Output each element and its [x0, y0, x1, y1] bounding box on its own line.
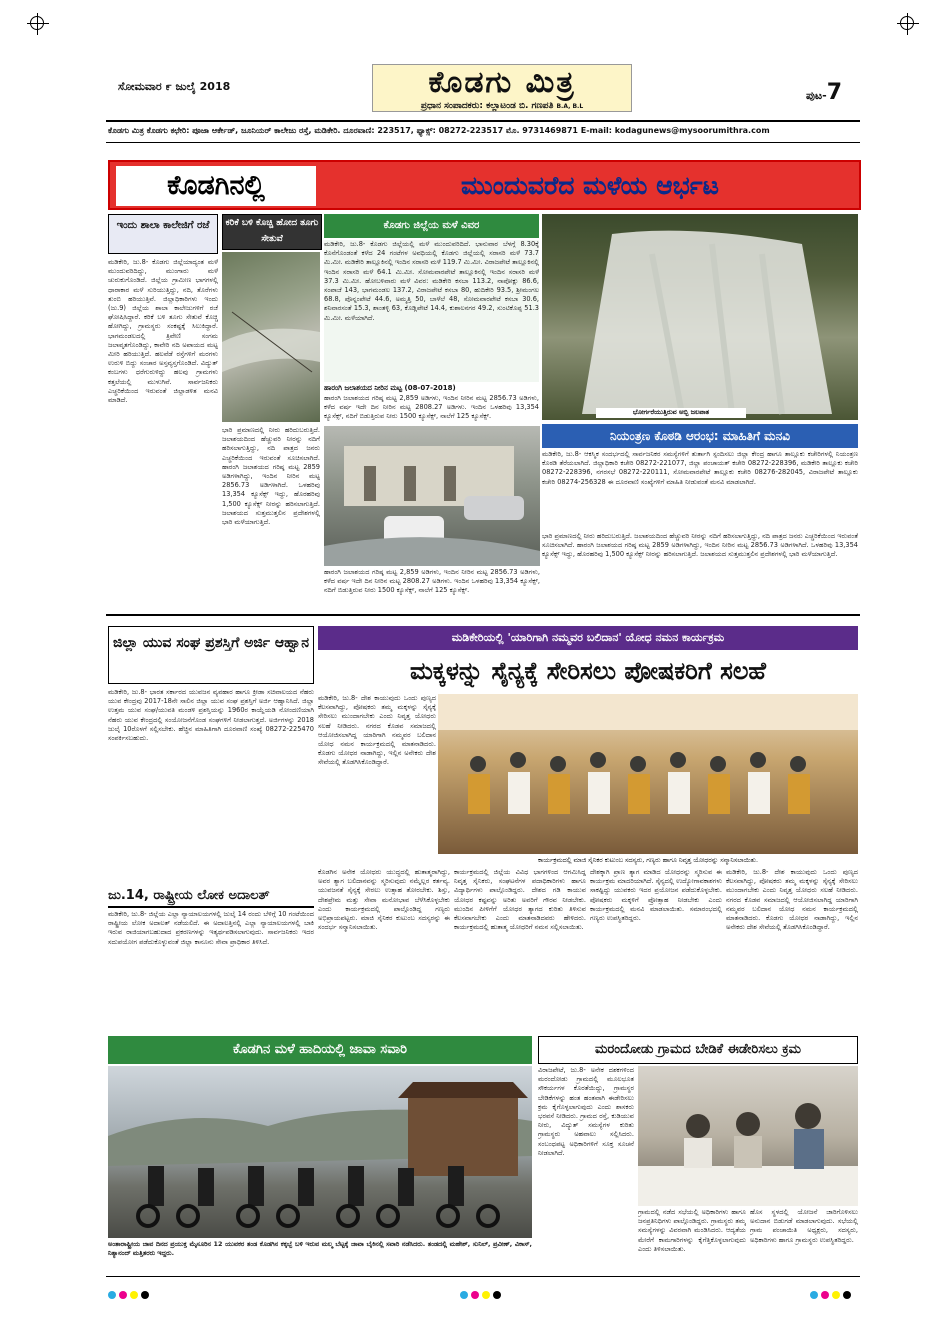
color-bar-center [460, 1284, 504, 1303]
waterfall-caption: ಭೋರ್ಗರೆಯುತ್ತಿರುವ ಅಬ್ಬಿ ಜಲಪಾತ [596, 408, 746, 418]
army-column-5: ಮಡಿಕೇರಿ, ಜು.8- ದೇಶ ಕಾಯುವುದು ಒಂದು ಪುಣ್ಯದ ಕೆಲಸವಾಗಿದ್ದು, ಪೋಷಕರು ತಮ್ಮ ಮಕ್ಕಳನ್ನು ಸೈನ್ಯಕ್ಕೆ ಸೇರಿಸಲು ಮುಂದಾಗಬೇಕು ಎಂದು ನಿವೃತ್ತ ಯೋಧರು ಸಲಹೆ ನೀಡಿದರು. ನಗರದ ಕೊಡವ ಸಮಾಜದಲ್ಲಿ ಆಯೋಜಿಸಲಾಗಿದ್ದ ಯಾರಿಗಾಗಿ ನಮ್ಮವರ ಬಲಿದಾನ ಯೋಧ ನಮನ ಕಾರ್ಯಕ್ರಮದಲ್ಲಿ ಮಾತನಾಡಿದರು. ಕೊಡಗು ಯೋಧರ ನಾಡಾಗಿದ್ದು, ಇಲ್ಲಿನ ಅನೇಕರು ದೇಶ ಸೇವೆಯಲ್ಲಿ ತೊಡಗಿಸಿಕೊಂಡಿದ್ದಾರೆ. [726, 868, 858, 932]
page-label: ಪುಟ- [806, 89, 827, 102]
yellow-dot-icon [130, 1291, 138, 1299]
color-bar-right [810, 1284, 854, 1303]
color-bar-left [108, 1284, 152, 1303]
lead-headline-bar [108, 160, 861, 210]
army-photo [438, 694, 858, 854]
lokadalat-headline: ಜು.14, ರಾಷ್ಟ್ರೀಯ ಲೋಕ ಅದಾಲತ್ [108, 884, 314, 908]
cyan-dot-icon [460, 1291, 468, 1299]
lead-headline-left: ಕೊಡಗಿನಲ್ಲಿ [116, 166, 316, 206]
masthead-date: ಸೋಮವಾರ ೯ ಜುಲೈ 2018 [118, 80, 231, 93]
lead-headline-right: ಮುಂದುವರೆದ ಮಳೆಯ ಆರ್ಭಟ [461, 171, 719, 200]
java-bikes-photo [108, 1066, 532, 1238]
lokadalat-text: ಮಡಿಕೇರಿ, ಜು.8- ಜಿಲ್ಲೆಯ ಎಲ್ಲಾ ನ್ಯಾಯಾಲಯಗಳಲ್ಲಿ ಜುಲೈ 14 ರಂದು ಬೆಳಿಗ್ಗೆ 10 ಗಂಟೆಯಿಂದ ರಾಷ್ಟ್ರೀಯ ಲೋಕ ಅದಾಲತ್ ನಡೆಯಲಿದೆ. ಈ ಅದಾಲತ್ತಿನಲ್ಲಿ ಎಲ್ಲಾ ನ್ಯಾಯಾಲಯಗಳಲ್ಲಿ ಬಾಕಿ ಇರುವ ರಾಜಿಯಾಗಬಹುದಾದ ಪ್ರಕರಣಗಳನ್ನು ಇತ್ಯರ್ಥಪಡಿಸಲಾಗುವುದು. ಸಾರ್ವಜನಿಕರು ಇದರ ಸದುಪಯೋಗ ಪಡೆದುಕೊಳ್ಳುವಂತೆ ಜಿಲ್ಲಾ ಕಾನೂನು ಸೇವಾ ಪ್ರಾಧಿಕಾರ ತಿಳಿಸಿದೆ. [108, 910, 314, 946]
divider [106, 142, 860, 143]
page-number [806, 80, 866, 105]
yellow-dot-icon [482, 1291, 490, 1299]
dam-heading: ಹಾರಂಗಿ ಜಲಾಶಯದ ನೀರಿನ ಮಟ್ಟ (08-07-2018) [324, 384, 456, 392]
registration-mark-icon [900, 16, 914, 30]
flooded-street-photo [324, 426, 540, 566]
army-banner-title: ಮಡಿಕೇರಿಯಲ್ಲಿ 'ಯಾರಿಗಾಗಿ ನಮ್ಮವರ ಬಲಿದಾನ' ಯೋಧ ನಮನ ಕಾರ್ಯಕ್ರಮ [451, 631, 725, 644]
village-column-2: ಗ್ರಾಮದಲ್ಲಿ ನಡೆದ ಸಭೆಯಲ್ಲಿ ಅಧಿಕಾರಿಗಳು ಹಾಗೂ ಜನಪ್ರತಿನಿಧಿಗಳು ಪಾಲ್ಗೊಂಡಿದ್ದರು. ಗ್ರಾಮಸ್ಥರು ತಮ್ಮ ಸಮಸ್ಯೆಗಳನ್ನು ವಿವರವಾಗಿ ಮಂಡಿಸಿದರು. ಆದ್ಯತೆಯ ಮೇರೆಗೆ ಕಾಮಗಾರಿಗಳನ್ನು ಕೈಗೆತ್ತಿಕೊಳ್ಳಲಾಗುವುದು ಎಂದು ತಿಳಿಸಲಾಯಿತು. [638, 1208, 746, 1253]
registration-mark-icon [30, 16, 44, 30]
dam-text: ಹಾರಂಗಿ ಜಲಾಶಯದ ಗರಿಷ್ಠ ಮಟ್ಟ 2,859 ಅಡಿಗಳು, ಇಂದಿನ ನೀರಿನ ಮಟ್ಟ 2856.73 ಅಡಿಗಳು, ಕಳೆದ ವರ್ಷ ಇದೇ ದಿನ ನೀರಿನ ಮಟ್ಟ 2808.27 ಅಡಿಗಳು. ಇಂದಿನ ಒಳಹರಿವು 13,354 ಕ್ಯೂಸೆಕ್ಸ್, ನದಿಗೆ ಬಿಡುತ್ತಿರುವ ನೀರು 1500 ಕ್ಯೂಸೆಕ್ಸ್, ನಾಲೆಗೆ 125 ಕ್ಯೂಸೆಕ್ಸ್. [324, 394, 539, 421]
contact-line: ಕೊಡಗು ಮಿತ್ರ ಕೊಡಗು ಕಛೇರಿ: ಪೂಜಾ ಆರ್ಕೇಡ್, ಜೂನಿಯರ್ ಕಾಲೇಜು ರಸ್ತೆ, ಮಡಿಕೇರಿ. ದೂರವಾಣಿ: 223517, ಫ್ಯಾಕ್ಸ್: 08272-223517 ಮೊ. 9731469871 E-mail: kodagunews@mysoorumithra.com [108, 126, 770, 135]
masthead-editor-degree: B.A, B.L [556, 103, 584, 110]
army-photo-caption: ಕಾರ್ಯಕ್ರಮದಲ್ಲಿ ಮಾಜಿ ಸೈನಿಕರ ಕುಟುಂಬ ಸದಸ್ಯರು, ಗಣ್ಯರು ಹಾಗೂ ನಿವೃತ್ತ ಯೋಧರನ್ನು ಸನ್ಮಾನಿಸಲಾಯಿತು. [538, 856, 758, 864]
java-photo-art [108, 1066, 532, 1238]
rain-details-title: ಕೊಡಗು ಜಿಲ್ಲೆಯ ಮಳೆ ವಿವರ [383, 220, 480, 231]
magenta-dot-icon [821, 1291, 829, 1299]
army-column-4: ದೇಶಕ್ಕಾಗಿ ಪ್ರಾಣ ತ್ಯಾಗ ಮಾಡಿದ ಯೋಧರನ್ನು ಸ್ಮರಿಸುವ ಈ ಕಾರ್ಯಕ್ರಮ ಮಾದರಿಯಾಗಿದೆ. ಸೈನ್ಯದಲ್ಲಿ ಉದ್ಯೋಗಾವಕಾಶಗಳು ಸಾಕಷ್ಟಿದ್ದು ಯುವಕರು ಇದರ ಪ್ರಯೋಜನ ಪಡೆದುಕೊಳ್ಳಬೇಕು. ಪೋಷಕರು ಮಕ್ಕಳಿಗೆ ಪ್ರೋತ್ಸಾಹ ನೀಡಬೇಕು ಎಂದು ಕಾರ್ಯಕ್ರಮದಲ್ಲಿ ಮನವಿ ಮಾಡಲಾಯಿತು. ಸಮಾರಂಭದಲ್ಲಿ ಗಣ್ಯರು ಉಪಸ್ಥಿತರಿದ್ದರು. [590, 868, 722, 923]
divider [106, 1276, 860, 1277]
bridge-box [222, 214, 322, 250]
rain-details-banner [324, 214, 539, 238]
cyan-dot-icon [810, 1291, 818, 1299]
youth-text: ಮಡಿಕೇರಿ, ಜು.8- ಭಾರತ ಸರ್ಕಾರದ ಯುವಜನ ವ್ಯವಹಾರ ಹಾಗೂ ಕ್ರೀಡಾ ಸಚಿವಾಲಯದ ನೆಹರು ಯುವ ಕೇಂದ್ರವು 2017-18ನೇ ಸಾಲಿನ ಜಿಲ್ಲಾ ಯುವ ಸಂಘ ಪ್ರಶಸ್ತಿಗೆ ಅರ್ಜಿ ಆಹ್ವಾನಿಸಿದೆ. ಜಿಲ್ಲಾ ಉತ್ತಮ ಯುವ ಸಂಘ/ಯುವತಿ ಮಂಡಳಿ ಪ್ರಶಸ್ತಿಯನ್ನು 1960ರ ಕಾಯ್ದೆಯಡಿ ನೋಂದಣಿಯಾಗಿ ನೆಹರು ಯುವ ಕೇಂದ್ರದಲ್ಲಿ ಸಂಯೋಜನೆಗೊಂಡ ಸಂಘಗಳಿಗೆ ನೀಡಲಾಗುತ್ತದೆ. ಅರ್ಜಿಗಳನ್ನು 2018 ಜುಲೈ 10ರೊಳಗೆ ಸಲ್ಲಿಸಬೇಕು. ಹೆಚ್ಚಿನ ಮಾಹಿತಿಗಾಗಿ ದೂರವಾಣಿ ಸಂಖ್ಯೆ 08272-225470 ಸಂಪರ್ಕಿಸಬಹುದು. [108, 688, 314, 743]
masthead-editor: ಪ್ರಧಾನ ಸಂಪಾದಕರು: ಕಲ್ಲಾಟಂಡ ಬಿ. ಗಣಪತಿ [420, 101, 554, 111]
village-headline: ಮರಂದೋಡು ಗ್ರಾಮದ ಬೇಡಿಕೆ ಈಡೇರಿಸಲು ಕ್ರಮ [594, 1042, 802, 1057]
lead-column-4: ಭಾರಿ ಪ್ರಮಾಣದಲ್ಲಿ ನೀರು ಹರಿದುಬರುತ್ತಿದೆ. ಜಲಾಶಯದಿಂದ ಹೆಚ್ಚುವರಿ ನೀರನ್ನು ನದಿಗೆ ಹರಿಸಲಾಗುತ್ತಿದ್ದು, ನದಿ ಪಾತ್ರದ ಜನರು ಎಚ್ಚರಿಕೆಯಿಂದ ಇರುವಂತೆ ಸೂಚಿಸಲಾಗಿದೆ. ಹಾರಂಗಿ ಜಲಾಶಯದ ಗರಿಷ್ಠ ಮಟ್ಟ 2859 ಅಡಿಗಳಾಗಿದ್ದು, ಇಂದಿನ ನೀರಿನ ಮಟ್ಟ 2856.73 ಅಡಿಗಳಾಗಿದೆ. ಒಳಹರಿವು 13,354 ಕ್ಯೂಸೆಕ್ಸ್ ಇದ್ದು, ಹೊರಹರಿವು 1,500 ಕ್ಯೂಸೆಕ್ಸ್ ನೀರನ್ನು ಹರಿಸಲಾಗುತ್ತಿದೆ. ಜಲಾಶಯದ ಸುತ್ತಮುತ್ತಲಿನ ಪ್ರದೇಶಗಳಲ್ಲಿ ಭಾರಿ ಮಳೆಯಾಗುತ್ತಿದೆ. [542, 532, 858, 559]
black-dot-icon [141, 1291, 149, 1299]
waterfall-art [542, 214, 858, 420]
divider [106, 120, 860, 122]
masthead-logo [372, 64, 632, 112]
village-column-3: ಹೊಸ ಸ್ಥಳದಲ್ಲಿ ಯೋಜನೆ ಜಾರಿಗೊಳಿಸಲು ಅನುದಾನ ಬಿಡುಗಡೆ ಮಾಡಲಾಗುವುದು. ಸಭೆಯಲ್ಲಿ ಗ್ರಾಮ ಪಂಚಾಯಿತಿ ಅಧ್ಯಕ್ಷರು, ಸದಸ್ಯರು, ಅಧಿಕಾರಿಗಳು ಹಾಗೂ ಗ್ರಾಮಸ್ಥರು ಉಪಸ್ಥಿತರಿದ್ದರು. [750, 1208, 858, 1244]
army-column-3: ಕಾರ್ಯಕ್ರಮದಲ್ಲಿ ಜಿಲ್ಲೆಯ ವಿವಿಧ ಭಾಗಗಳಿಂದ ಆಗಮಿಸಿದ್ದ ನಿವೃತ್ತ ಸೈನಿಕರು, ಸಂಘಟನೆಗಳ ಪದಾಧಿಕಾರಿಗಳು ಹಾಗೂ ವಿದ್ಯಾರ್ಥಿಗಳು ಪಾಲ್ಗೊಂಡಿದ್ದರು. ದೇಶದ ಗಡಿ ಕಾಯುವ ಯೋಧರ ಕಷ್ಟವನ್ನು ಅರಿತು ಅವರಿಗೆ ಗೌರವ ನೀಡಬೇಕು. ಮುಂದಿನ ಪೀಳಿಗೆಗೆ ಯೋಧರ ತ್ಯಾಗದ ಕುರಿತು ತಿಳಿಸುವ ಕೆಲಸವಾಗಬೇಕು ಎಂದು ಮಾತನಾಡಿದವರು ಹೇಳಿದರು. ಕಾರ್ಯಕ್ರಮದಲ್ಲಿ ಹುತಾತ್ಮ ಯೋಧರಿಗೆ ನಮನ ಸಲ್ಲಿಸಲಾಯಿತು. [454, 868, 586, 932]
village-box [538, 1036, 858, 1064]
java-headline: ಕೊಡಗಿನ ಮಳೆ ಹಾದಿಯಲ್ಲಿ ಜಾವಾ ಸವಾರಿ [232, 1042, 408, 1057]
yellow-dot-icon [832, 1291, 840, 1299]
java-banner [108, 1036, 532, 1064]
school-holiday-title: ಇಂದು ಶಾಲಾ ಕಾಲೇಜಿಗೆ ರಜೆ [116, 220, 210, 231]
java-caption: ಅಂತಾರಾಷ್ಟ್ರೀಯ ಜಾವ ದಿನದ ಪ್ರಯುಕ್ತ ಮೈಸೂರಿನ 12 ಯುವಕರ ತಂಡ ಕೊಡಗಿನ ಕಕ್ಕಬ್ಬೆ ಬಳಿ ಇರುವ ಮಲ್ಮ ಬೆಟ್ಟಕ್ಕೆ ಜಾವಾ ಬೈಕಿನಲ್ಲಿ ಸವಾರಿ ನಡೆಸಿದರು. ತಂಡದಲ್ಲಿ ಮಹೇಶ್, ಸುನಿಲ್, ಪ್ರವೀಣ್, ವಿಕಾಸ್, ನಿತ್ಯಾನಂದ್ ಮತ್ತಿತರರು ಇದ್ದರು. [108, 1240, 532, 1257]
youth-box [108, 626, 314, 684]
bridge-photo-art [222, 252, 320, 422]
black-dot-icon [843, 1291, 851, 1299]
army-headline: ಮಕ್ಕಳನ್ನು ಸೈನ್ಯಕ್ಕೆ ಸೇರಿಸಲು ಪೋಷಕರಿಗೆ ಸಲಹೆ [409, 657, 767, 685]
black-dot-icon [493, 1291, 501, 1299]
army-column-1: ಮಡಿಕೇರಿ, ಜು.8- ದೇಶ ಕಾಯುವುದು ಒಂದು ಪುಣ್ಯದ ಕೆಲಸವಾಗಿದ್ದು, ಪೋಷಕರು ತಮ್ಮ ಮಕ್ಕಳನ್ನು ಸೈನ್ಯಕ್ಕೆ ಸೇರಿಸಲು ಮುಂದಾಗಬೇಕು ಎಂದು ನಿವೃತ್ತ ಯೋಧರು ಸಲಹೆ ನೀಡಿದರು. ನಗರದ ಕೊಡವ ಸಮಾಜದಲ್ಲಿ ಆಯೋಜಿಸಲಾಗಿದ್ದ ಯಾರಿಗಾಗಿ ನಮ್ಮವರ ಬಲಿದಾನ ಯೋಧ ನಮನ ಕಾರ್ಯಕ್ರಮದಲ್ಲಿ ಮಾತನಾಡಿದರು. ಕೊಡಗು ಯೋಧರ ನಾಡಾಗಿದ್ದು, ಇಲ್ಲಿನ ಅನೇಕರು ದೇಶ ಸೇವೆಯಲ್ಲಿ ತೊಡಗಿಸಿಕೊಂಡಿದ್ದಾರೆ. [318, 694, 436, 767]
army-column-2: ಕೊಡಗಿನ ಅನೇಕ ಯೋಧರು ಯುದ್ಧದಲ್ಲಿ ಹುತಾತ್ಮರಾಗಿದ್ದು, ಅವರ ತ್ಯಾಗ ಬಲಿದಾನವನ್ನು ಸ್ಮರಿಸುವುದು ನಮ್ಮೆಲ್ಲರ ಕರ್ತವ್ಯ. ಯುವಜನತೆ ಸೈನ್ಯಕ್ಕೆ ಸೇರಲು ಉತ್ಸಾಹ ತೋರಬೇಕು. ಶಿಸ್ತು, ದೇಶಪ್ರೇಮ ಮತ್ತು ಸೇವಾ ಮನೋಭಾವ ಬೆಳೆಸಿಕೊಳ್ಳಬೇಕು ಎಂದು ಕಾರ್ಯಕ್ರಮದಲ್ಲಿ ಪಾಲ್ಗೊಂಡಿದ್ದ ಗಣ್ಯರು ಅಭಿಪ್ರಾಯಪಟ್ಟರು. ಮಾಜಿ ಸೈನಿಕರ ಕುಟುಂಬ ಸದಸ್ಯರನ್ನು ಈ ಸಂದರ್ಭ ಸನ್ಮಾನಿಸಲಾಯಿತು. [318, 868, 450, 932]
lead-column-1: ಮಡಿಕೇರಿ, ಜು.8- ಕೊಡಗು ಜಿಲ್ಲೆಯಾದ್ಯಂತ ಮಳೆ ಮುಂದುವರಿದಿದ್ದು, ಮುಂಗಾರು ಮಳೆ ಚುರುಕುಗೊಂಡಿದೆ. ಜಿಲ್ಲೆಯ ಗ್ರಾಮೀಣ ಭಾಗಗಳಲ್ಲಿ ಧಾರಾಕಾರ ಮಳೆ ಸುರಿಯುತ್ತಿದ್ದು, ನದಿ, ತೊರೆಗಳು ತುಂಬಿ ಹರಿಯುತ್ತಿವೆ. ಜಿಲ್ಲಾಧಿಕಾರಿಗಳು ಇಂದು (ಜು.9) ಜಿಲ್ಲೆಯ ಶಾಲಾ ಕಾಲೇಜುಗಳಿಗೆ ರಜೆ ಘೋಷಿಸಿದ್ದಾರೆ. ಕರಿಕೆ ಬಳಿ ತೂಗು ಸೇತುವೆ ಕೊಚ್ಚಿ ಹೋಗಿದ್ದು, ಗ್ರಾಮಸ್ಥರು ಸಂಕಷ್ಟಕ್ಕೆ ಸಿಲುಕಿದ್ದಾರೆ. ಭಾಗಮಂಡಲದಲ್ಲಿ ತ್ರಿವೇಣಿ ಸಂಗಮ ಜಲಾವೃತಗೊಂಡಿದ್ದು, ಕಾವೇರಿ ನದಿ ಅಪಾಯದ ಮಟ್ಟ ಮೀರಿ ಹರಿಯುತ್ತಿದೆ. ಹಲವೆಡೆ ರಸ್ತೆಗಳಿಗೆ ಮರಗಳು ಉರುಳಿ ಬಿದ್ದು ಸಂಚಾರ ಅಸ್ತವ್ಯಸ್ತಗೊಂಡಿದೆ. ವಿದ್ಯುತ್ ಕಂಬಗಳು ಧರೆಗುರುಳಿದ್ದು ಹಲವು ಗ್ರಾಮಗಳು ಕತ್ತಲೆಯಲ್ಲಿ ಮುಳುಗಿವೆ. ಸಾರ್ವಜನಿಕರು ಎಚ್ಚರಿಕೆಯಿಂದ ಇರುವಂತೆ ಜಿಲ್ಲಾಡಳಿತ ಮನವಿ ಮಾಡಿದೆ. [108, 258, 218, 405]
rain-details-text: ಮಡಿಕೇರಿ, ಜು.8- ಕೊಡಗು ಜಿಲ್ಲೆಯಲ್ಲಿ ಮಳೆ ಮುಂದುವರಿದಿದೆ. ಭಾನುವಾರ ಬೆಳಗ್ಗೆ 8.30ಕ್ಕೆ ಕೊನೆಗೊಂಡಂತೆ ಕಳೆದ 24 ಗಂಟೆಗಳ ಅವಧಿಯಲ್ಲಿ ಕೊಡಗು ಜಿಲ್ಲೆಯಲ್ಲಿ ಸರಾಸರಿ ಮಳೆ 73.7 ಮಿ.ಮೀ. ಮಡಿಕೇರಿ ತಾಲ್ಲೂಕಿನಲ್ಲಿ ಇಂದಿನ ಸರಾಸರಿ ಮಳೆ 119.7 ಮಿ.ಮೀ. ವಿರಾಜಪೇಟೆ ತಾಲ್ಲೂಕಿನಲ್ಲಿ ಇಂದಿನ ಸರಾಸರಿ ಮಳೆ 64.1 ಮಿ.ಮೀ. ಸೋಮವಾರಪೇಟೆ ತಾಲ್ಲೂಕಿನಲ್ಲಿ ಇಂದಿನ ಸರಾಸರಿ ಮಳೆ 37.3 ಮಿ.ಮೀ. ಹೋಬಳಿವಾರು ಮಳೆ ವಿವರ: ಮಡಿಕೇರಿ ಕಸಬಾ 113.2, ನಾಪೋಕ್ಲು 86.6, ಸಂಪಾಜೆ 143, ಭಾಗಮಂಡಲ 137.2, ವಿರಾಜಪೇಟೆ ಕಸಬಾ 80, ಹುದಿಕೇರಿ 93.5, ಶ್ರೀಮಂಗಲ 68.8, ಪೊನ್ನಂಪೇಟೆ 44.6, ಅಮ್ಮತ್ತಿ 50, ಬಾಳೆಲೆ 48, ಸೋಮವಾರಪೇಟೆ ಕಸಬಾ 30.6, ಶನಿವಾರಸಂತೆ 15.3, ಶಾಂತಳ್ಳಿ 63, ಕೊಡ್ಲಿಪೇಟೆ 14.4, ಕುಶಾಲನಗರ 49.2, ಸುಂಟಿಕೊಪ್ಪ 51.3 ಮಿ.ಮೀ. ಮಳೆಯಾಗಿದೆ. [324, 240, 539, 382]
divider [106, 614, 860, 616]
bridge-photo [222, 252, 320, 422]
control-room-banner [542, 424, 858, 448]
youth-headline: ಜಿಲ್ಲಾ ಯುವ ಸಂಘ ಪ್ರಶಸ್ತಿಗೆ ಅರ್ಜಿ ಆಹ್ವಾನ [112, 635, 310, 651]
magenta-dot-icon [471, 1291, 479, 1299]
masthead-editor-line [373, 101, 631, 111]
waterfall-photo [542, 214, 858, 420]
village-photo-art [638, 1066, 858, 1206]
village-meeting-photo [638, 1066, 858, 1206]
flooded-street-art [324, 426, 540, 566]
bridge-box-title: ಕರಿಕೆ ಬಳಿ ಕೊಚ್ಚಿ ಹೋದ ತೂಗು ಸೇತುವೆ [225, 218, 319, 244]
army-banner [318, 626, 858, 650]
lead-column-2: ಭಾರಿ ಪ್ರಮಾಣದಲ್ಲಿ ನೀರು ಹರಿದುಬರುತ್ತಿದೆ. ಜಲಾಶಯದಿಂದ ಹೆಚ್ಚುವರಿ ನೀರನ್ನು ನದಿಗೆ ಹರಿಸಲಾಗುತ್ತಿದ್ದು, ನದಿ ಪಾತ್ರದ ಜನರು ಎಚ್ಚರಿಕೆಯಿಂದ ಇರುವಂತೆ ಸೂಚಿಸಲಾಗಿದೆ. ಹಾರಂಗಿ ಜಲಾಶಯದ ಗರಿಷ್ಠ ಮಟ್ಟ 2859 ಅಡಿಗಳಾಗಿದ್ದು, ಇಂದಿನ ನೀರಿನ ಮಟ್ಟ 2856.73 ಅಡಿಗಳಾಗಿದೆ. ಒಳಹರಿವು 13,354 ಕ್ಯೂಸೆಕ್ಸ್ ಇದ್ದು, ಹೊರಹರಿವು 1,500 ಕ್ಯೂಸೆಕ್ಸ್ ನೀರನ್ನು ಹರಿಸಲಾಗುತ್ತಿದೆ. ಜಲಾಶಯದ ಸುತ್ತಮುತ್ತಲಿನ ಪ್ರದೇಶಗಳಲ್ಲಿ ಭಾರಿ ಮಳೆಯಾಗುತ್ತಿದೆ. [222, 426, 320, 527]
cyan-dot-icon [108, 1291, 116, 1299]
army-photo-art [438, 694, 858, 854]
village-column-1: ವಿರಾಜಪೇಟೆ, ಜು.8- ಅನೇಕ ದಶಕಗಳಿಂದ ಮರಂದೋಡು ಗ್ರಾಮದಲ್ಲಿ ಮೂಲಭೂತ ಸೌಕರ್ಯಗಳ ಕೊರತೆಯಿದ್ದು, ಗ್ರಾಮಸ್ಥರ ಬೇಡಿಕೆಗಳನ್ನು ಹಂತ ಹಂತವಾಗಿ ಈಡೇರಿಸಲು ಕ್ರಮ ಕೈಗೊಳ್ಳಲಾಗುವುದು ಎಂದು ಶಾಸಕರು ಭರವಸೆ ನೀಡಿದರು. ಗ್ರಾಮದ ರಸ್ತೆ, ಕುಡಿಯುವ ನೀರು, ವಿದ್ಯುತ್ ಸಮಸ್ಯೆಗಳ ಕುರಿತು ಗ್ರಾಮಸ್ಥರು ಅಹವಾಲು ಸಲ್ಲಿಸಿದರು. ಸಂಬಂಧಪಟ್ಟ ಅಧಿಕಾರಿಗಳಿಗೆ ಸೂಕ್ತ ಸೂಚನೆ ನೀಡಲಾಗಿದೆ. [538, 1066, 634, 1157]
page-number-value: 7 [826, 80, 843, 105]
control-room-text: ಮಡಿಕೇರಿ, ಜು.8- ಆಕಸ್ಮಿಕ ಸಂದರ್ಭದಲ್ಲಿ ಸಾರ್ವಜನಿಕರ ಸಮಸ್ಯೆಗಳಿಗೆ ತುರ್ತಾಗಿ ಸ್ಪಂದಿಸಲು ಜಿಲ್ಲಾ ಕೇಂದ್ರ ಹಾಗೂ ತಾಲ್ಲೂಕು ಕಚೇರಿಗಳಲ್ಲಿ ನಿಯಂತ್ರಣ ಕೊಠಡಿ ತೆರೆಯಲಾಗಿದೆ. ಜಿಲ್ಲಾಧಿಕಾರಿ ಕಚೇರಿ 08272-221077, ಜಿಲ್ಲಾ ಪಂಚಾಯತ್ ಕಚೇರಿ 08272-228396, ಮಡಿಕೇರಿ ತಾಲ್ಲೂಕು ಕಚೇರಿ 08272-228396, ನಗರಸಭೆ 08272-220111, ಸೋಮವಾರಪೇಟೆ ತಾಲ್ಲೂಕು ಕಚೇರಿ 08276-282045, ವಿರಾಜಪೇಟೆ ತಾಲ್ಲೂಕು ಕಚೇರಿ 08274-256328 ಈ ದೂರವಾಣಿ ಸಂಖ್ಯೆಗಳಿಗೆ ಮಾಹಿತಿ ನೀಡುವಂತೆ ಮನವಿ ಮಾಡಲಾಗಿದೆ. [542, 450, 858, 486]
control-room-headline: ನಿಯಂತ್ರಣ ಕೊಠಡಿ ಆರಂಭ: ಮಾಹಿತಿಗೆ ಮನವಿ [610, 429, 790, 443]
lead-column-3: ಹಾರಂಗಿ ಜಲಾಶಯದ ಗರಿಷ್ಠ ಮಟ್ಟ 2,859 ಅಡಿಗಳು, ಇಂದಿನ ನೀರಿನ ಮಟ್ಟ 2856.73 ಅಡಿಗಳು, ಕಳೆದ ವರ್ಷ ಇದೇ ದಿನ ನೀರಿನ ಮಟ್ಟ 2808.27 ಅಡಿಗಳು. ಇಂದಿನ ಒಳಹರಿವು 13,354 ಕ್ಯೂಸೆಕ್ಸ್, ನದಿಗೆ ಬಿಡುತ್ತಿರುವ ನೀರು 1500 ಕ್ಯೂಸೆಕ್ಸ್, ನಾಲೆಗೆ 125 ಕ್ಯೂಸೆಕ್ಸ್. [324, 568, 540, 595]
magenta-dot-icon [119, 1291, 127, 1299]
masthead-title: ಕೊಡಗು ಮಿತ್ರ [428, 65, 576, 100]
school-holiday-box [108, 214, 218, 254]
